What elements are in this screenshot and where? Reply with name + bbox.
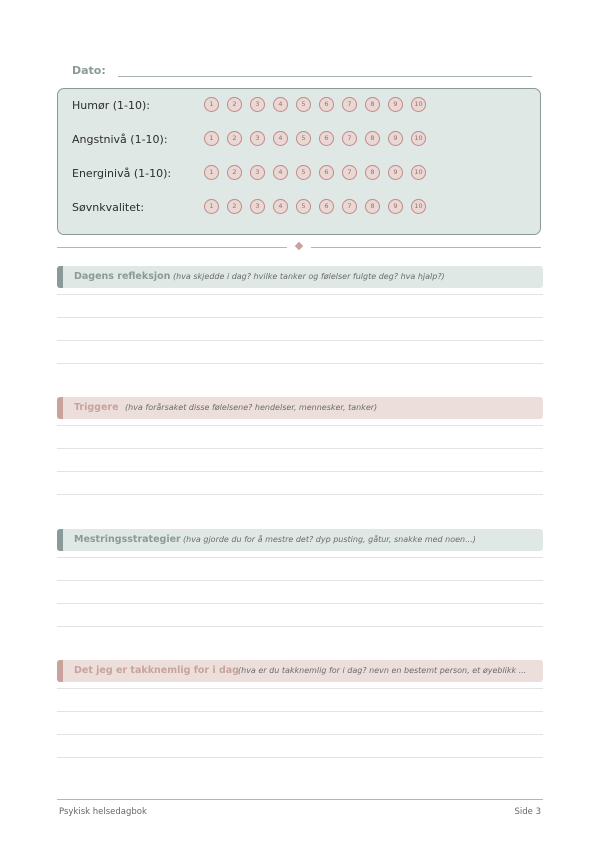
section-coping — [57, 529, 543, 551]
rating-circle[interactable]: 8 — [365, 131, 380, 146]
rating-circle[interactable]: 5 — [296, 131, 311, 146]
writing-line[interactable] — [57, 711, 543, 712]
writing-line[interactable] — [57, 317, 543, 318]
section-hint: (hva gjorde du for å mestre det? dyp pusting, gåtur, snakke med noen...) — [183, 535, 476, 544]
footer-title: Psykisk helsedagbok — [59, 807, 147, 817]
section-reflection — [57, 266, 543, 288]
rating-circle[interactable]: 1 — [204, 199, 219, 214]
writing-line[interactable] — [57, 734, 543, 735]
rating-circle[interactable]: 7 — [342, 131, 357, 146]
rating-label: Angstnivå (1-10): — [72, 133, 168, 146]
rating-circle[interactable]: 10 — [411, 199, 426, 214]
rating-row-mood — [72, 97, 532, 117]
rating-circle[interactable]: 3 — [250, 131, 265, 146]
divider-line-left — [57, 247, 287, 248]
rating-circle[interactable]: 1 — [204, 131, 219, 146]
rating-label: Humør (1-10): — [72, 99, 150, 112]
rating-circle[interactable]: 9 — [388, 165, 403, 180]
rating-circle[interactable]: 5 — [296, 165, 311, 180]
rating-circle[interactable]: 7 — [342, 165, 357, 180]
ornamental-divider — [57, 247, 541, 248]
date-row — [72, 62, 532, 80]
writing-line[interactable] — [57, 448, 543, 449]
section-title: Dagens refleksjon — [74, 271, 171, 282]
diamond-icon — [295, 242, 303, 250]
rating-circle[interactable]: 1 — [204, 97, 219, 112]
section-triggers — [57, 397, 543, 419]
rating-circle[interactable]: 5 — [296, 199, 311, 214]
rating-circle[interactable]: 9 — [388, 199, 403, 214]
rating-circle[interactable]: 8 — [365, 165, 380, 180]
rating-circle[interactable]: 1 — [204, 165, 219, 180]
writing-line[interactable] — [57, 688, 543, 689]
section-header — [57, 529, 543, 551]
rating-circle[interactable]: 5 — [296, 97, 311, 112]
rating-circle[interactable]: 4 — [273, 165, 288, 180]
rating-circle[interactable]: 6 — [319, 199, 334, 214]
section-hint: (hva er du takknemlig for i dag? nevn en bestemt person, et øyeblikk ... — [238, 666, 527, 675]
writing-line[interactable] — [57, 580, 543, 581]
section-accent-bar — [57, 660, 63, 682]
rating-row-sleep — [72, 199, 532, 219]
writing-line[interactable] — [57, 626, 543, 627]
section-header — [57, 660, 543, 682]
rating-circle[interactable]: 2 — [227, 97, 242, 112]
writing-line[interactable] — [57, 340, 543, 341]
rating-circle[interactable]: 6 — [319, 131, 334, 146]
rating-circle[interactable]: 2 — [227, 165, 242, 180]
rating-circle[interactable]: 10 — [411, 131, 426, 146]
rating-circle[interactable]: 10 — [411, 165, 426, 180]
section-title: Mestringsstrategier — [74, 534, 181, 545]
writing-line[interactable] — [57, 603, 543, 604]
section-title: Det jeg er takknemlig for i dag — [74, 665, 239, 676]
date-label: Dato: — [72, 64, 106, 77]
rating-row-anxiety — [72, 131, 532, 151]
writing-line[interactable] — [57, 494, 543, 495]
rating-circle[interactable]: 9 — [388, 131, 403, 146]
rating-circle[interactable]: 9 — [388, 97, 403, 112]
rating-circle[interactable]: 2 — [227, 199, 242, 214]
writing-line[interactable] — [57, 294, 543, 295]
date-input-line[interactable] — [118, 76, 532, 77]
rating-circle[interactable]: 7 — [342, 199, 357, 214]
writing-line[interactable] — [57, 471, 543, 472]
ratings-panel — [57, 88, 541, 235]
footer-rule — [57, 799, 543, 800]
rating-circle[interactable]: 3 — [250, 97, 265, 112]
section-header — [57, 397, 543, 419]
rating-circle[interactable]: 6 — [319, 97, 334, 112]
rating-circle[interactable]: 3 — [250, 199, 265, 214]
page-number: Side 3 — [514, 807, 541, 817]
writing-line[interactable] — [57, 363, 543, 364]
rating-circle[interactable]: 8 — [365, 199, 380, 214]
section-hint: (hva skjedde i dag? hvilke tanker og følelser fulgte deg? hva hjalp?) — [173, 272, 445, 281]
rating-circle[interactable]: 3 — [250, 165, 265, 180]
writing-line[interactable] — [57, 425, 543, 426]
rating-row-energy — [72, 165, 532, 185]
section-hint: (hva forårsaket disse følelsene? hendelser, mennesker, tanker) — [125, 403, 378, 412]
rating-circle[interactable]: 4 — [273, 97, 288, 112]
rating-label: Energinivå (1-10): — [72, 167, 172, 180]
rating-circle[interactable]: 6 — [319, 165, 334, 180]
rating-circle[interactable]: 2 — [227, 131, 242, 146]
rating-circle[interactable]: 8 — [365, 97, 380, 112]
section-title: Triggere — [74, 402, 119, 413]
section-accent-bar — [57, 529, 63, 551]
section-gratitude — [57, 660, 543, 682]
divider-line-right — [311, 247, 541, 248]
writing-line[interactable] — [57, 757, 543, 758]
section-accent-bar — [57, 266, 63, 288]
writing-line[interactable] — [57, 557, 543, 558]
rating-circle[interactable]: 10 — [411, 97, 426, 112]
section-header — [57, 266, 543, 288]
rating-circle[interactable]: 4 — [273, 131, 288, 146]
rating-circle[interactable]: 7 — [342, 97, 357, 112]
rating-circle[interactable]: 4 — [273, 199, 288, 214]
section-accent-bar — [57, 397, 63, 419]
rating-label: Søvnkvalitet: — [72, 201, 145, 214]
